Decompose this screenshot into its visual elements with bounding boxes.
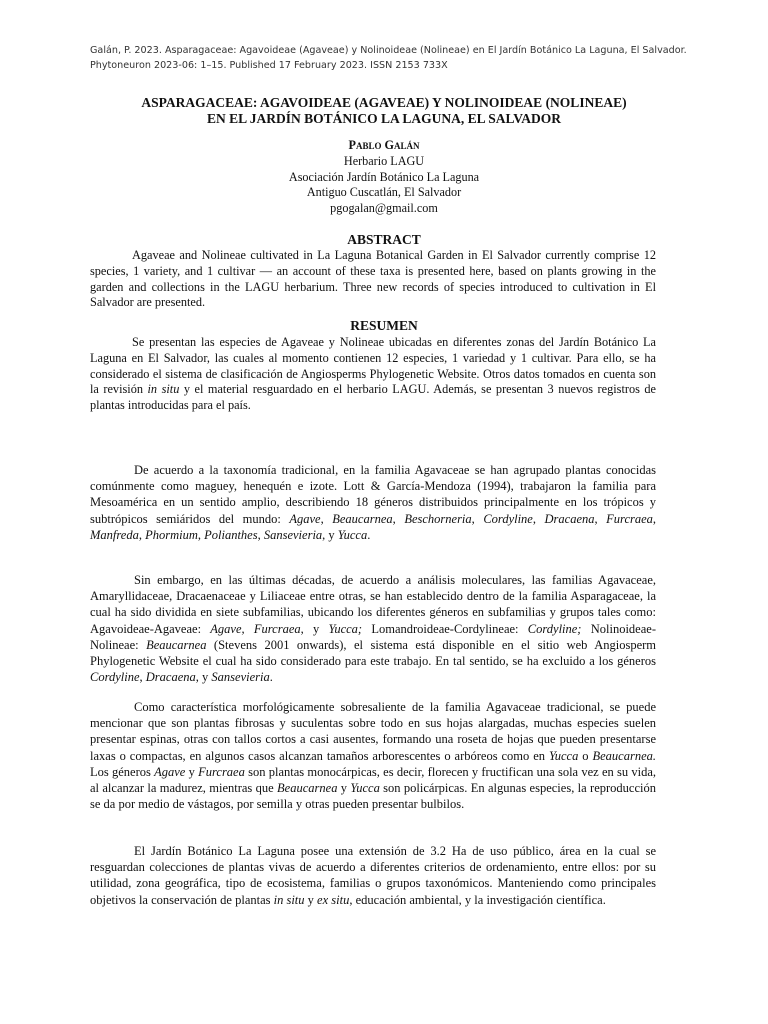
author-affiliation-2: Asociación Jardín Botánico La Laguna (288, 170, 480, 184)
citation-header: Galán, P. 2023. Asparagaceae: Agavoideae (Agaveae) y Nolinoideae (Nolineae) en El Jardín Botánico La Laguna, El Salvador. Phytoneuron 2023-06: 1–15. Published 17 February 2023. ISSN 2153 733X (90, 45, 687, 71)
body-paragraph-2: Sin embargo, en las últimas décadas, de acuerdo a análisis moleculares, las familias Agavaceae, Amaryllidaceae, Dracaenaceae y Liliaceae entre otras, se han establecido dentro de la familia Asparagaceae, la cual ha sido dividida en siete subfamilias, ubicando los diferentes géneros en subfamilias y grupos tales como: Agavoideae-Agaveae: Agave, Furcraea, y Yucca; Lomandroideae-Cordylineae: Cordyline; Nolinoideae-Nolineae: Beaucarnea (Stevens 2001 onwards), el sistema está disponible en el sitio web Angiosperm Phylogenetic Website el cual ha sido considerado para este trabajo. En tal sentido, se ha excluido a los géneros Cordyline, Dracaena, y Sansevieria. (90, 573, 656, 685)
author-name (60, 138, 708, 154)
body-paragraph-3: Como característica morfológicamente sobresaliente de la familia Agavaceae tradicional, se puede mencionar que son plantas fibrosas y suculentas sobre todo en sus hojas alargadas, muchas especies suelen presentar espinas, otras con tallos cortos a casi ausentes, formando una roseta de hojas que pueden presentarse laxas o compactas, en algunos casos alcanzan tamaños arborescentes o arbóreos como en Yucca o Beaucarnea. Los géneros Agave y Furcraea son plantas monocárpicas, es decir, florecen y fructifican una sola vez en su vida, al alcanzar la madurez, mientras que Beaucarnea y Yucca son policárpicas. En algunas especies, la reproducción se da por medio de vástagos, por semilla y otras pueden presentar bulbilos. (90, 700, 657, 812)
abstract-text: Agaveae and Nolineae cultivated in La Laguna Botanical Garden in El Salvador currently comprise 12 species, 1 variety, and 1 cultivar — an account of these taxa is presented here, based on plants growing in the garden and collections in the LAGU herbarium. Three new records of species introduced to cultivation in El Salvador are presented. (90, 248, 656, 310)
author-name-text: Pablo Galán (348, 138, 420, 152)
abstract-heading: ABSTRACT (347, 232, 421, 247)
resumen-heading: RESUMEN (350, 318, 418, 333)
resumen-text: Se presentan las especies de Agaveae y Nolineae ubicadas en diferentes zonas del Jardín Botánico La Laguna en El Salvador, las cuales al momento contienen 12 especies, 1 variedad y 1 cultivar. Para ello, se ha considerado el sistema de clasificación de Angiosperms Phylogenetic Website. Otros datos tomados en cuenta son la revisión in situ y el material resguardado en el herbario LAGU. Además, se presentan 3 nuevos registros de plantas introducidas para el país. (90, 335, 657, 413)
body-paragraph-4: El Jardín Botánico La Laguna posee una extensión de 3.2 Ha de uso público, área en la cual se resguardan colecciones de plantas vivas de acuerdo a diferentes criterios de ordenamiento, entre ellos: por su utilidad, zona geográfica, tipo de ecosistema, familias o grupos taxonómicos. Manteniendo como principales objetivos la conservación de plantas in situ y ex situ, educación ambiental, y la investigación científica. (90, 844, 656, 907)
author-location: Antiguo Cuscatlán, El Salvador (306, 185, 462, 199)
author-affiliation-1: Herbario LAGU (343, 154, 425, 168)
paper-title-line-1: ASPARAGACEAE: AGAVOIDEAE (AGAVEAE) Y NOLINOIDEAE (NOLINEAE) (141, 95, 627, 110)
paper-title-line-2: EN EL JARDÍN BOTÁNICO LA LAGUNA, EL SALVADOR (206, 111, 562, 126)
body-paragraph-1: De acuerdo a la taxonomía tradicional, en la familia Agavaceae se han agrupado plantas conocidas comúnmente como maguey, henequén e izote. Lott & García-Mendoza (1994), trabajaron la familia para Mesoamérica en un sentido amplio, describiendo 18 géneros distribuidos principalmente en los trópicos y subtrópicos semiáridos del mundo: Agave, Beaucarnea, Beschorneria, Cordyline, Dracaena, Furcraea, Manfreda, Phormium, Polianthes, Sansevieria, y Yucca. (90, 463, 657, 542)
author-email: pgogalan@gmail.com (330, 201, 438, 215)
